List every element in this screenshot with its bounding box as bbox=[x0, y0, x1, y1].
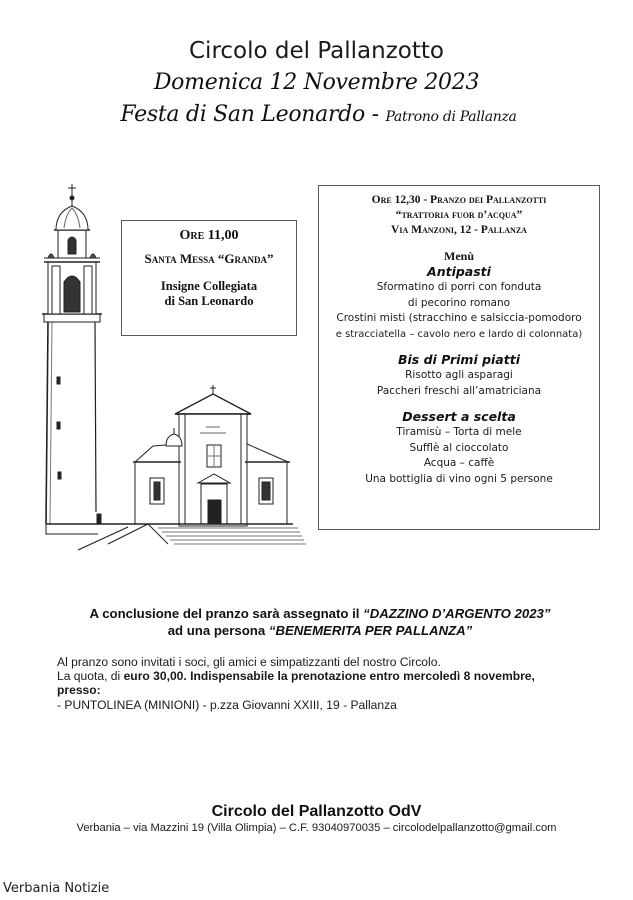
footer-details: Verbania – via Mazzini 19 (Villa Olimpia) – C.F. 93040970035 – circolodelpallanzotto@gmail.com bbox=[76, 822, 557, 834]
award-line2: ad una persona “BENEMERITA PER PALLANZA” bbox=[167, 623, 473, 638]
event-date: Domenica 12 Novembre 2023 bbox=[153, 70, 480, 95]
menu-title: Menù bbox=[444, 249, 474, 263]
menu-item: Sufflè al cioccolato bbox=[409, 441, 509, 454]
mass-location-line2: di San Leonardo bbox=[164, 294, 254, 308]
price-and-booking: euro 30,00. Indispensabile la prenotazione entro mercoledì 8 novembre, bbox=[123, 669, 535, 684]
event-title: Festa di San Leonardo bbox=[120, 102, 365, 127]
mass-title: Santa Messa “Granda” bbox=[144, 251, 274, 266]
menu-item: Una bottiglia di vino ogni 5 persone bbox=[365, 472, 553, 485]
award-recipient: “BENEMERITA PER PALLANZA” bbox=[268, 623, 473, 638]
participation-info bbox=[57, 655, 617, 712]
footer-org-name: Circolo del Pallanzotto OdV bbox=[211, 803, 422, 820]
lunch-header-line1: Ore 12,30 - Pranzo dei Pallanzotti bbox=[371, 194, 547, 206]
event-title-line bbox=[0, 102, 633, 127]
menu-section-title: Dessert a scelta bbox=[402, 409, 516, 424]
menu-item: e stracciatella – cavolo nero e lardo di colonnata) bbox=[335, 328, 583, 340]
menu-item: Crostini misti (stracchino e salsiccia-pomodoro bbox=[336, 312, 582, 324]
lunch-restaurant: “trattoria fuor d’acqua” bbox=[395, 209, 523, 221]
award-announcement bbox=[20, 605, 620, 639]
award-line1: A conclusione del pranzo sarà assegnato il “DAZZINO D’ARGENTO 2023” bbox=[89, 606, 551, 621]
watermark-source: Verbania Notizie bbox=[3, 881, 110, 896]
lunch-address: Via Manzoni, 12 - Pallanza bbox=[391, 224, 527, 236]
mass-info-box bbox=[121, 220, 297, 336]
menu-item: Acqua – caffè bbox=[423, 457, 495, 469]
event-subtitle: Patrono di Pallanza bbox=[385, 109, 517, 125]
menu-section-title: Antipasti bbox=[427, 264, 491, 279]
booking-location: - PUNTOLINEA (MINIONI) - p.zza Giovanni XXIII, 19 - Pallanza bbox=[57, 697, 397, 712]
menu-item: Risotto agli asparagi bbox=[405, 369, 513, 381]
menu-item: Paccheri freschi all’amatriciana bbox=[376, 384, 542, 397]
booking-location-label: presso: bbox=[57, 683, 101, 698]
menu-section-title: Bis di Primi piatti bbox=[398, 352, 520, 367]
invitation-text: Al pranzo sono invitati i soci, gli amici e simpatizzanti del nostro Circolo. bbox=[57, 655, 441, 669]
lunch-menu-box bbox=[318, 185, 600, 530]
price-text: La quota, di euro 30,00. Indispensabile la prenotazione entro mercoledì 8 novembre, bbox=[57, 669, 535, 684]
award-name: “DAZZINO D’ARGENTO 2023” bbox=[363, 606, 551, 621]
title-separator: - bbox=[364, 102, 386, 127]
menu-item: Sformatino di porri con fonduta bbox=[376, 281, 542, 293]
menu-item: Tiramisù – Torta di mele bbox=[396, 426, 522, 438]
menu-item: di pecorino romano bbox=[407, 296, 511, 309]
organizer-title: Circolo del Pallanzotto bbox=[189, 38, 444, 64]
mass-location-line1: Insigne Collegiata bbox=[160, 279, 258, 293]
mass-time: Ore 11,00 bbox=[179, 228, 239, 243]
